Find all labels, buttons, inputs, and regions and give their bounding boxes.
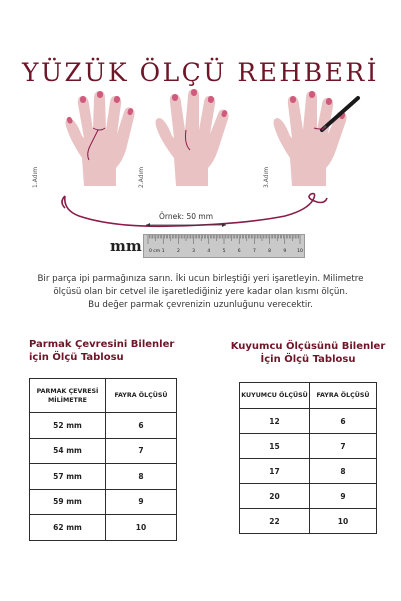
example-measurement: Örnek: 50 mm: [158, 212, 214, 221]
table-row: [240, 409, 377, 434]
table-cell: 59 mm: [30, 489, 106, 515]
ruler-label: 6: [237, 249, 241, 254]
jeweler-table-title: [229, 340, 387, 366]
ruler-label: 2: [176, 249, 180, 254]
step-3-illustration: [263, 88, 370, 188]
table-cell: 57 mm: [30, 464, 106, 490]
table-cell: 6: [106, 413, 177, 439]
hand-string-mark-icon: [150, 88, 240, 188]
table-row: [30, 515, 177, 541]
step-2-illustration: [138, 88, 240, 188]
ruler-ticks: [144, 235, 304, 257]
step-1-label: 1.Adım: [32, 166, 39, 188]
table-row: [30, 489, 177, 515]
table-cell: 10: [310, 509, 377, 534]
jeweler-table: [239, 382, 377, 534]
ruler-label: 10: [297, 249, 303, 254]
title-line: için Ölçü Tablosu: [29, 352, 124, 363]
table-cell: 9: [310, 484, 377, 509]
table-cell: 8: [106, 464, 177, 490]
table-header-row: [30, 379, 177, 413]
example-arrow: [144, 222, 228, 228]
instructions: [22, 273, 379, 312]
table-cell: 15: [240, 434, 310, 459]
table-row: [240, 434, 377, 459]
table-cell: 54 mm: [30, 438, 106, 464]
table-cell: 8: [310, 459, 377, 484]
column-header: FAYRA ÖLÇÜSÜ: [310, 383, 377, 409]
step-2-label: 2.Adım: [138, 166, 145, 188]
ruler-label: 8: [268, 249, 272, 254]
ruler-label: 0 cm: [149, 249, 161, 254]
column-header: KUYUMCU ÖLÇÜSÜ: [240, 383, 310, 409]
title-line: Kuyumcu Ölçüsünü Bilenler: [230, 341, 386, 352]
table-cell: 20: [240, 484, 310, 509]
table-row: [30, 438, 177, 464]
table-cell: 7: [310, 434, 377, 459]
table-cell: 17: [240, 459, 310, 484]
hand-string-wrap-icon: [62, 88, 144, 188]
table-row: [240, 459, 377, 484]
ruler-label: 7: [252, 249, 256, 254]
ruler: [143, 234, 305, 258]
table-cell: 10: [106, 515, 177, 541]
table-header-row: [240, 383, 377, 409]
page-title: YÜZÜK ÖLÇÜ REHBERİ: [21, 58, 380, 87]
table-cell: 52 mm: [30, 413, 106, 439]
table-row: [30, 413, 177, 439]
ruler-label: 3: [192, 249, 196, 254]
instruction-line: Bir parça ipi parmağınıza sarın. İki ucun birleştiği yeri işaretleyin. Milimetre: [37, 274, 364, 284]
ruler-label: 5: [222, 249, 226, 254]
ruler-label: 4: [207, 249, 211, 254]
column-header: FAYRA ÖLÇÜSÜ: [106, 379, 177, 413]
ruler-label: 9: [283, 249, 287, 254]
table-cell: 22: [240, 509, 310, 534]
circumference-table: [29, 378, 177, 541]
table-cell: 12: [240, 409, 310, 434]
circumference-table-title: [29, 338, 189, 364]
step-1-illustration: [32, 88, 144, 188]
unit-label: mm: [110, 237, 142, 255]
instruction-line: Bu değer parmak çevrenizin uzunluğunu verecektir.: [88, 300, 313, 310]
step-3-label: 3.Adım: [263, 166, 270, 188]
table-row: [240, 484, 377, 509]
table-cell: 7: [106, 438, 177, 464]
title-line: İçin Ölçü Tablosu: [260, 354, 356, 365]
table-row: [30, 464, 177, 490]
title-line: Parmak Çevresini Bilenler: [29, 339, 175, 350]
column-header: PARMAK ÇEVRESİ MİLİMETRE: [30, 379, 106, 413]
table-cell: 6: [310, 409, 377, 434]
hand-pen-mark-icon: [270, 88, 370, 188]
ruler-label: 1: [161, 249, 165, 254]
table-row: [240, 509, 377, 534]
table-cell: 9: [106, 489, 177, 515]
instruction-line: ölçüsü olan bir cetvel ile işaretlediğiniz yere kadar olan kısmı ölçün.: [53, 287, 348, 297]
table-cell: 62 mm: [30, 515, 106, 541]
